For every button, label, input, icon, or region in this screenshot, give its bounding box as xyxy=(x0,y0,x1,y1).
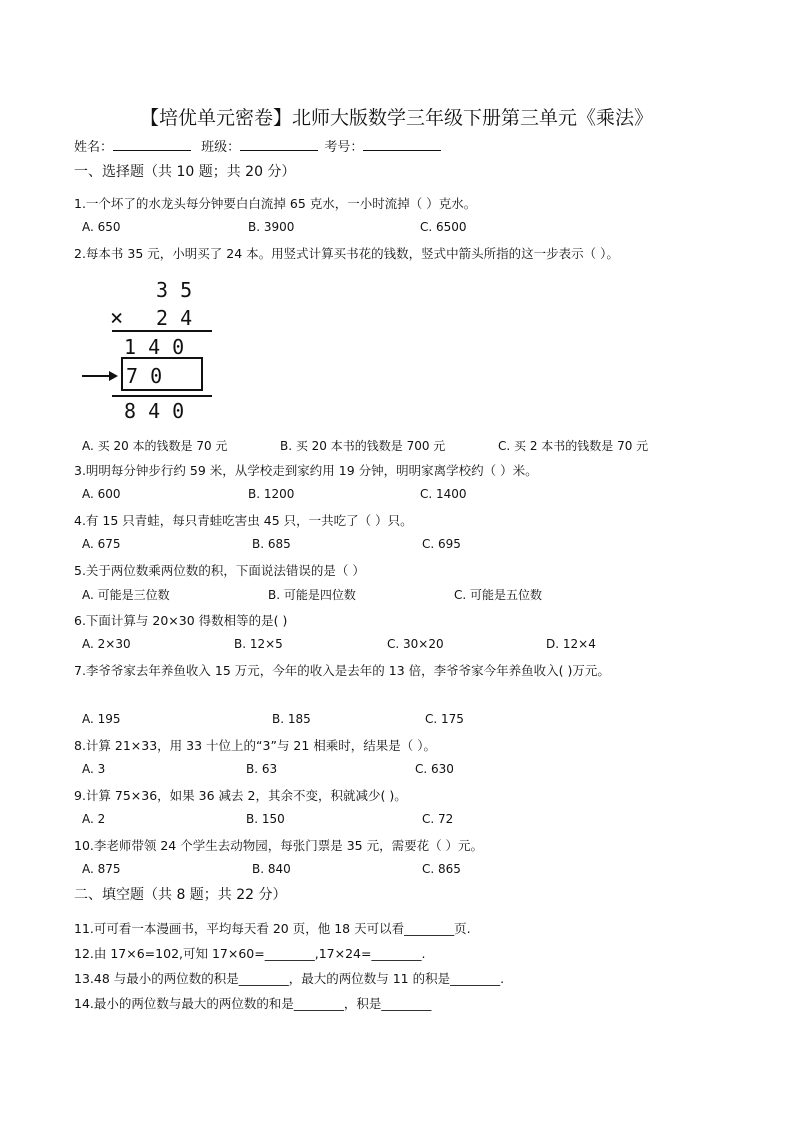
option-9b[interactable]: B. 150 xyxy=(246,812,285,826)
option-9c[interactable]: C. 72 xyxy=(422,812,454,826)
option-8a[interactable]: A. 3 xyxy=(82,762,106,776)
option-8b[interactable]: B. 63 xyxy=(246,762,278,776)
option-9a[interactable]: A. 2 xyxy=(82,812,106,826)
name-blank[interactable] xyxy=(113,138,191,151)
question-10: 10.李老师带领 24 个学生去动物园，每张门票是 35 元，需要花（ ）元。 xyxy=(74,838,484,853)
option-6b[interactable]: B. 12×5 xyxy=(234,637,283,651)
option-8c[interactable]: C. 630 xyxy=(415,762,454,776)
fill-question-14: 14.最小的两位数与最大的两位数的和是________，积是________ xyxy=(74,996,432,1011)
option-1b[interactable]: B. 3900 xyxy=(248,220,295,234)
section-choice-heading: 一、选择题（共 10 题；共 20 分） xyxy=(74,164,296,180)
question-4: 4.有 15 只青蛙，每只青蛙吃害虫 45 只，一共吃了（ ）只。 xyxy=(74,513,413,528)
vertical-multiplication-figure xyxy=(80,275,220,425)
option-7b[interactable]: B. 185 xyxy=(272,712,311,726)
option-3c[interactable]: C. 1400 xyxy=(420,487,467,501)
option-7a[interactable]: A. 195 xyxy=(82,712,121,726)
question-8: 8.计算 21×33，用 33 十位上的“3”与 21 相乘时，结果是（ ）。 xyxy=(74,738,437,753)
option-10a[interactable]: A. 875 xyxy=(82,862,121,876)
fig-mult-sign: × xyxy=(110,306,124,331)
option-3b[interactable]: B. 1200 xyxy=(248,487,295,501)
question-3: 3.明明每分钟步行约 59 米，从学校走到家约用 19 分钟，明明家离学校约（ ）米。 xyxy=(74,463,538,478)
fill-question-13: 13.48 与最小的两位数的积是________，最大的两位数与 11 的积是________. xyxy=(74,971,505,986)
number-blank[interactable] xyxy=(363,138,441,151)
option-10b[interactable]: B. 840 xyxy=(252,862,291,876)
fig-row4: 7 0 xyxy=(126,364,163,388)
question-9: 9.计算 75×36，如果 36 减去 2，其余不变，积就减少( )。 xyxy=(74,788,407,803)
fig-row1: 3 5 xyxy=(156,278,193,302)
option-6c[interactable]: C. 30×20 xyxy=(387,637,444,651)
page-title: 【培优单元密卷】北师大版数学三年级下册第三单元《乘法》 xyxy=(139,107,653,129)
fill-question-11: 11.可可看一本漫画书，平均每天看 20 页，他 18 天可以看________页. xyxy=(74,921,471,936)
option-1c[interactable]: C. 6500 xyxy=(420,220,467,234)
option-6d[interactable]: D. 12×4 xyxy=(546,637,596,651)
class-blank[interactable] xyxy=(240,138,318,151)
option-2a[interactable]: A. 买 20 本的钱数是 70 元 xyxy=(82,439,228,453)
option-7c[interactable]: C. 175 xyxy=(425,712,464,726)
fig-row5: 8 4 0 xyxy=(124,399,185,423)
option-5c[interactable]: C. 可能是五位数 xyxy=(454,588,543,602)
question-1: 1.一个坏了的水龙头每分钟要白白流掉 65 克水，一小时流掉（ ）克水。 xyxy=(74,196,477,211)
question-7: 7.李爷爷家去年养鱼收入 15 万元，今年的收入是去年的 13 倍，李爷爷家今年养鱼收入( )万元。 xyxy=(74,663,610,678)
number-label: 考号： xyxy=(324,140,364,155)
fig-row2: 2 4 xyxy=(156,306,193,330)
section-fill-heading: 二、填空题（共 8 题；共 22 分） xyxy=(74,887,287,903)
arrow-head-icon xyxy=(109,371,118,381)
fill-question-12: 12.由 17×6=102,可知 17×60=________,17×24=________. xyxy=(74,946,426,961)
name-label: 姓名： xyxy=(74,140,114,155)
fig-row3: 1 4 0 xyxy=(124,335,185,359)
question-2: 2.每本书 35 元，小明买了 24 本。用竖式计算买书花的钱数，竖式中箭头所指的这一步表示（ ）。 xyxy=(74,246,619,261)
option-5a[interactable]: A. 可能是三位数 xyxy=(82,588,170,602)
class-label: 班级： xyxy=(201,140,241,155)
question-6: 6.下面计算与 20×30 得数相等的是( ) xyxy=(74,613,288,628)
option-2c[interactable]: C. 买 2 本书的钱数是 70 元 xyxy=(498,439,649,453)
option-4b[interactable]: B. 685 xyxy=(252,537,291,551)
option-5b[interactable]: B. 可能是四位数 xyxy=(268,588,356,602)
option-3a[interactable]: A. 600 xyxy=(82,487,121,501)
option-6a[interactable]: A. 2×30 xyxy=(82,637,131,651)
option-4a[interactable]: A. 675 xyxy=(82,537,121,551)
option-1a[interactable]: A. 650 xyxy=(82,220,121,234)
option-4c[interactable]: C. 695 xyxy=(422,537,461,551)
student-info xyxy=(74,136,441,155)
question-5: 5.关于两位数乘两位数的积，下面说法错误的是（ ） xyxy=(74,563,365,578)
option-10c[interactable]: C. 865 xyxy=(422,862,461,876)
option-2b[interactable]: B. 买 20 本书的钱数是 700 元 xyxy=(280,439,446,453)
